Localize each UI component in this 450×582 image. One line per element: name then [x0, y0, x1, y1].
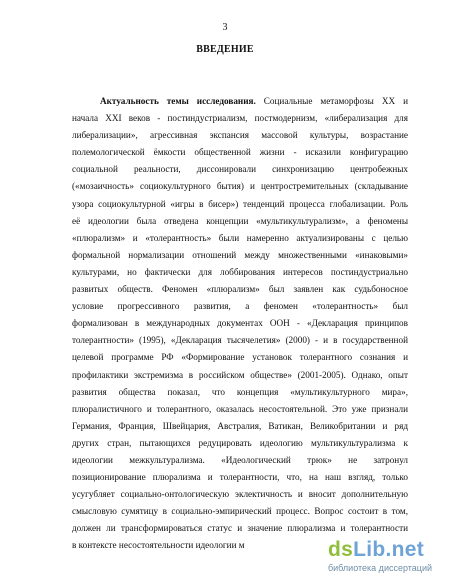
text-line: позиционирование плюрализма и толерантности, что, на наш взгляд, только: [72, 472, 408, 483]
paragraph-first-line: [72, 93, 408, 110]
text-line: начала XXI веков - постиндустриализм, постмодернизм, «либерализация для: [72, 113, 408, 124]
text-line: толерантности» (1995), «Декларация тысячелетия» (2000) - и в государственной: [72, 335, 408, 346]
text-line: профилактики экстремизма в российском обществе» (2001-2005). Однако, опыт: [72, 369, 408, 380]
first-line-text: Социальные метаморфозы XX и: [255, 96, 408, 106]
lead-heading: Актуальность темы исследования.: [100, 96, 256, 106]
text-line: развития общества показал, что концепция «мультикультурного мира»,: [72, 386, 408, 397]
logo-part-lib: Lib.net: [353, 538, 425, 561]
text-line: целевой программе РФ «Формирование установок толерантного сознания и: [72, 352, 408, 363]
text-line: полемологической ёмкости общественной жизни - исказили конфигурацию: [72, 147, 408, 158]
text-line: либерализации», агрессивная экспансия массовой культуры, возрастание: [72, 130, 408, 141]
page-number: 3: [222, 22, 228, 33]
section-heading: ВВЕДЕНИЕ: [196, 44, 254, 55]
text-line: («мозаичность» социокультурного бытия) и центростремительных (складывание: [72, 181, 408, 192]
text-line: культурами, но фактически для лоббирования интересов постиндустриально: [72, 266, 408, 277]
text-line: социальной реальности, диссонировали синхронизацию центробежных: [72, 164, 408, 175]
text-line: её идеологии была отведена концепции «мультикультурализм», а феномены: [72, 215, 408, 226]
text-line: Германия, Франция, Швейцария, Австралия, Ватикан, Великобритании и ряд: [72, 420, 408, 431]
text-line: «плюрализм» и «толерантность» были намеренно актуализированы с целью: [72, 232, 408, 243]
text-line: формализован в международных документах ООН - «Декларация принципов: [72, 318, 408, 329]
text-line: идеологии межкультурализма. «Идеологический трюк» не затронул: [72, 454, 408, 465]
logo-part-ds: ds: [328, 538, 354, 561]
text-line: других стран, пытающихся редуцировать идеологию мультикультурализма к: [72, 437, 408, 448]
dslib-watermark: [328, 536, 440, 576]
text-line: усугубляет социально-онтологическую эклектичность и вносит дополнительную: [72, 489, 408, 500]
text-line: условие прогрессивного развития, а феномен «толерантность» был: [72, 301, 408, 312]
text-line: формальной нормализации отношений между множественными «инаковыми»: [72, 249, 408, 260]
text-line: узора социокультурной «игры в бисер») тенденций процесса глобализации. Роль: [72, 198, 408, 209]
text-line: плюралистичного и толерантного, оказалась несостоятельной. Это уже признали: [72, 403, 408, 414]
watermark-subtitle: библиотека диссертаций: [328, 563, 433, 573]
text-line: развитых обществ. Феномен «плюрализм» был заявлен как судьбоносное: [72, 284, 408, 295]
text-line: должен ли трансформироваться статус и значение плюрализма и толерантности: [72, 523, 408, 534]
text-line: в контексте несостоятельности идеологии м: [72, 540, 245, 551]
body-text: [72, 93, 408, 555]
dslib-logo: [328, 538, 424, 562]
text-line: смысловую сумятицу в социально-эмпирический процесс. Вопрос состоит в том,: [72, 506, 408, 517]
